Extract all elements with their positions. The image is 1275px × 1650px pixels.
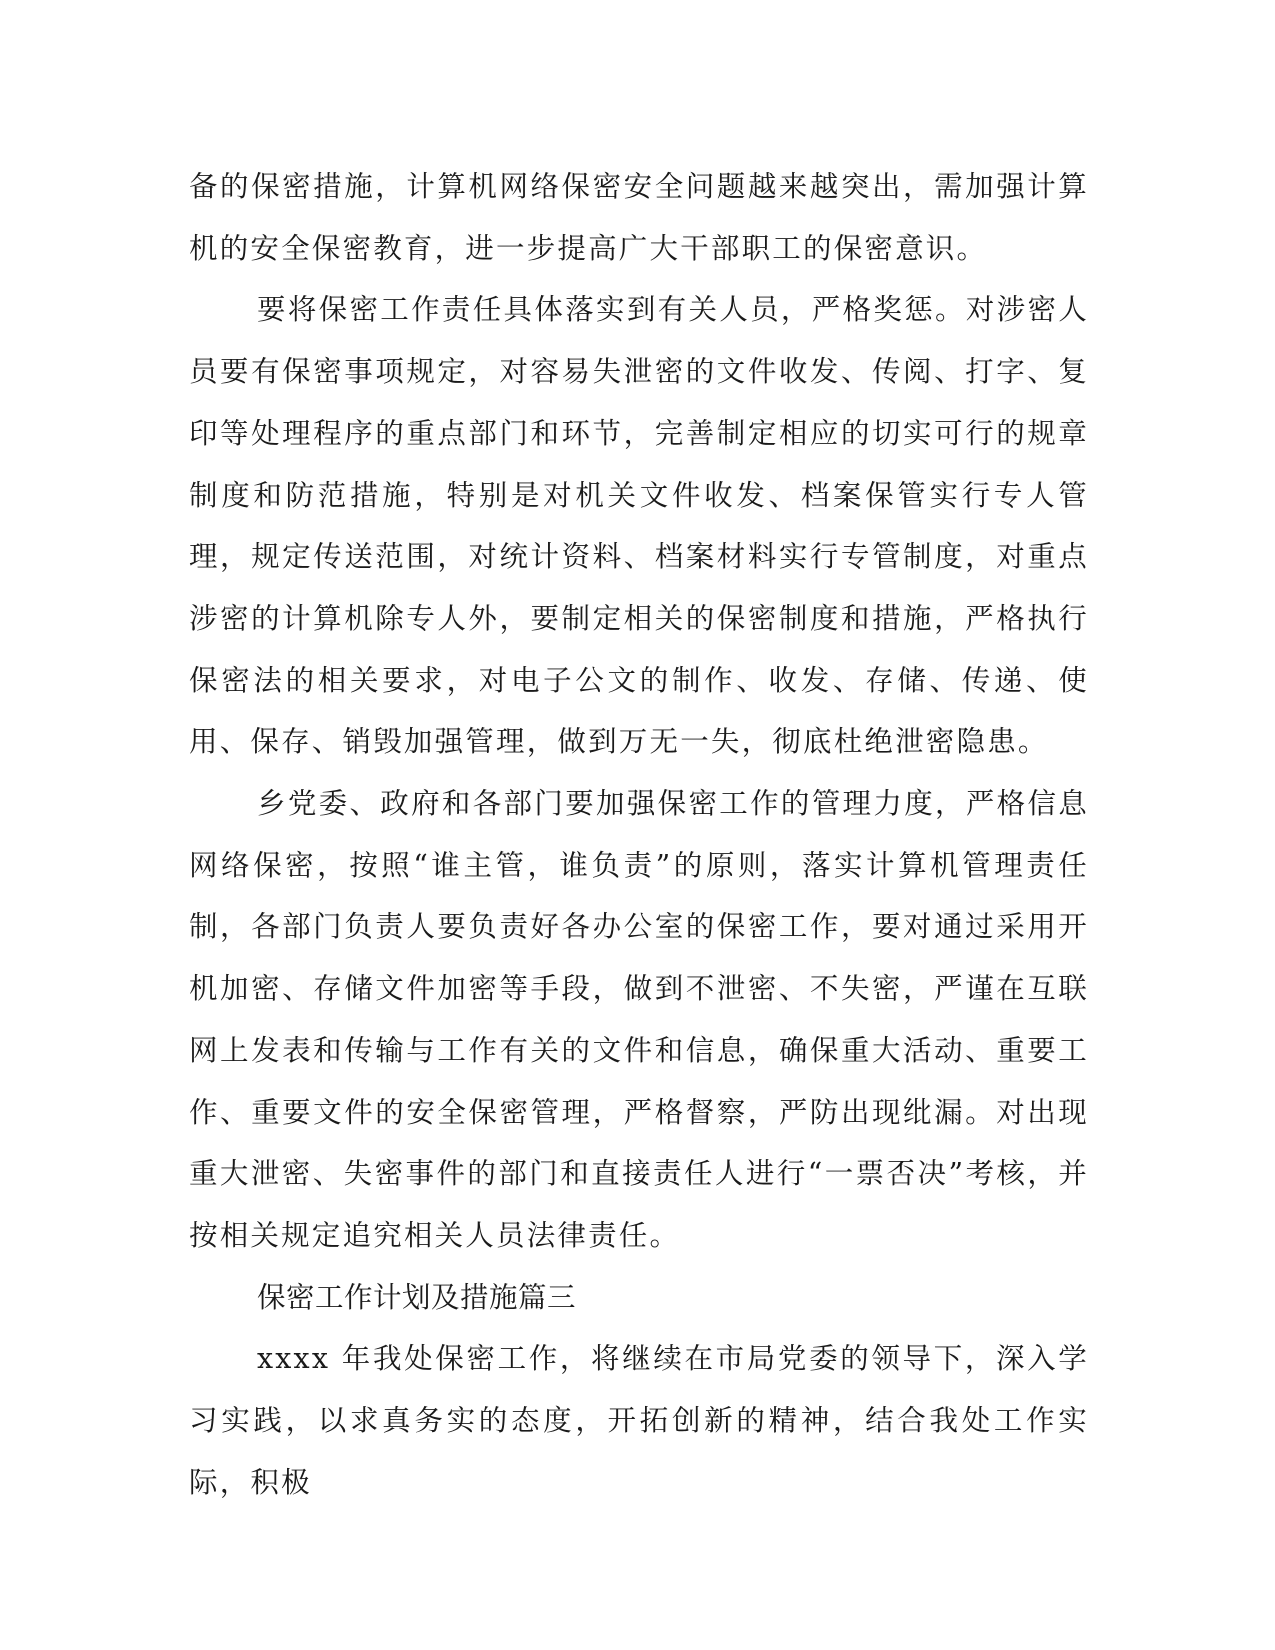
paragraph-network-security: 乡党委、政府和各部门要加强保密工作的管理力度，严格信息网络保密，按照“谁主管，谁负责”的原则，落实计算机管理责任制，各部门负责人要负责好各办公室的保密工作，要对通过采用开机加密、存储文件加密等手段，做到不泄密、不失密，严谨在互联网上发表和传输与工作有关的文件和信息，确保重大活动、重要工作、重要文件的安全保密管理，严格督察，严防出现纰漏。对出现重大泄密、失密事件的部门和直接责任人进行“一票否决”考核，并按相关规定追究相关人员法律责任。	[189, 787, 1089, 1252]
paragraph-annual-plan: xxxx 年我处保密工作，将继续在市局党委的领导下，深入学习实践，以求真务实的态度，开拓创新的精神，结合我处工作实际，积极	[189, 1342, 1089, 1499]
paragraph-responsibility: 要将保密工作责任具体落实到有关人员，严格奖惩。对涉密人员要有保密事项规定，对容易失泄密的文件收发、传阅、打字、复印等处理程序的重点部门和环节，完善制定相应的切实可行的规章制度和防范措施，特别是对机关文件收发、档案保管实行专人管理，规定传送范围，对统计资料、档案材料实行专管制度，对重点涉密的计算机除专人外，要制定相关的保密制度和措施，严格执行保密法的相关要求，对电子公文的制作、收发、存储、传递、使用、保存、销毁加强管理，做到万无一失，彻底杜绝泄密隐患。	[189, 293, 1089, 759]
paragraph-continuation: 备的保密措施，计算机网络保密安全问题越来越突出，需加强计算机的安全保密教育，进一步提高广大干部职工的保密意识。	[189, 170, 1089, 265]
section-heading: 保密工作计划及措施篇三	[257, 1280, 577, 1314]
document-body	[189, 156, 1089, 1513]
